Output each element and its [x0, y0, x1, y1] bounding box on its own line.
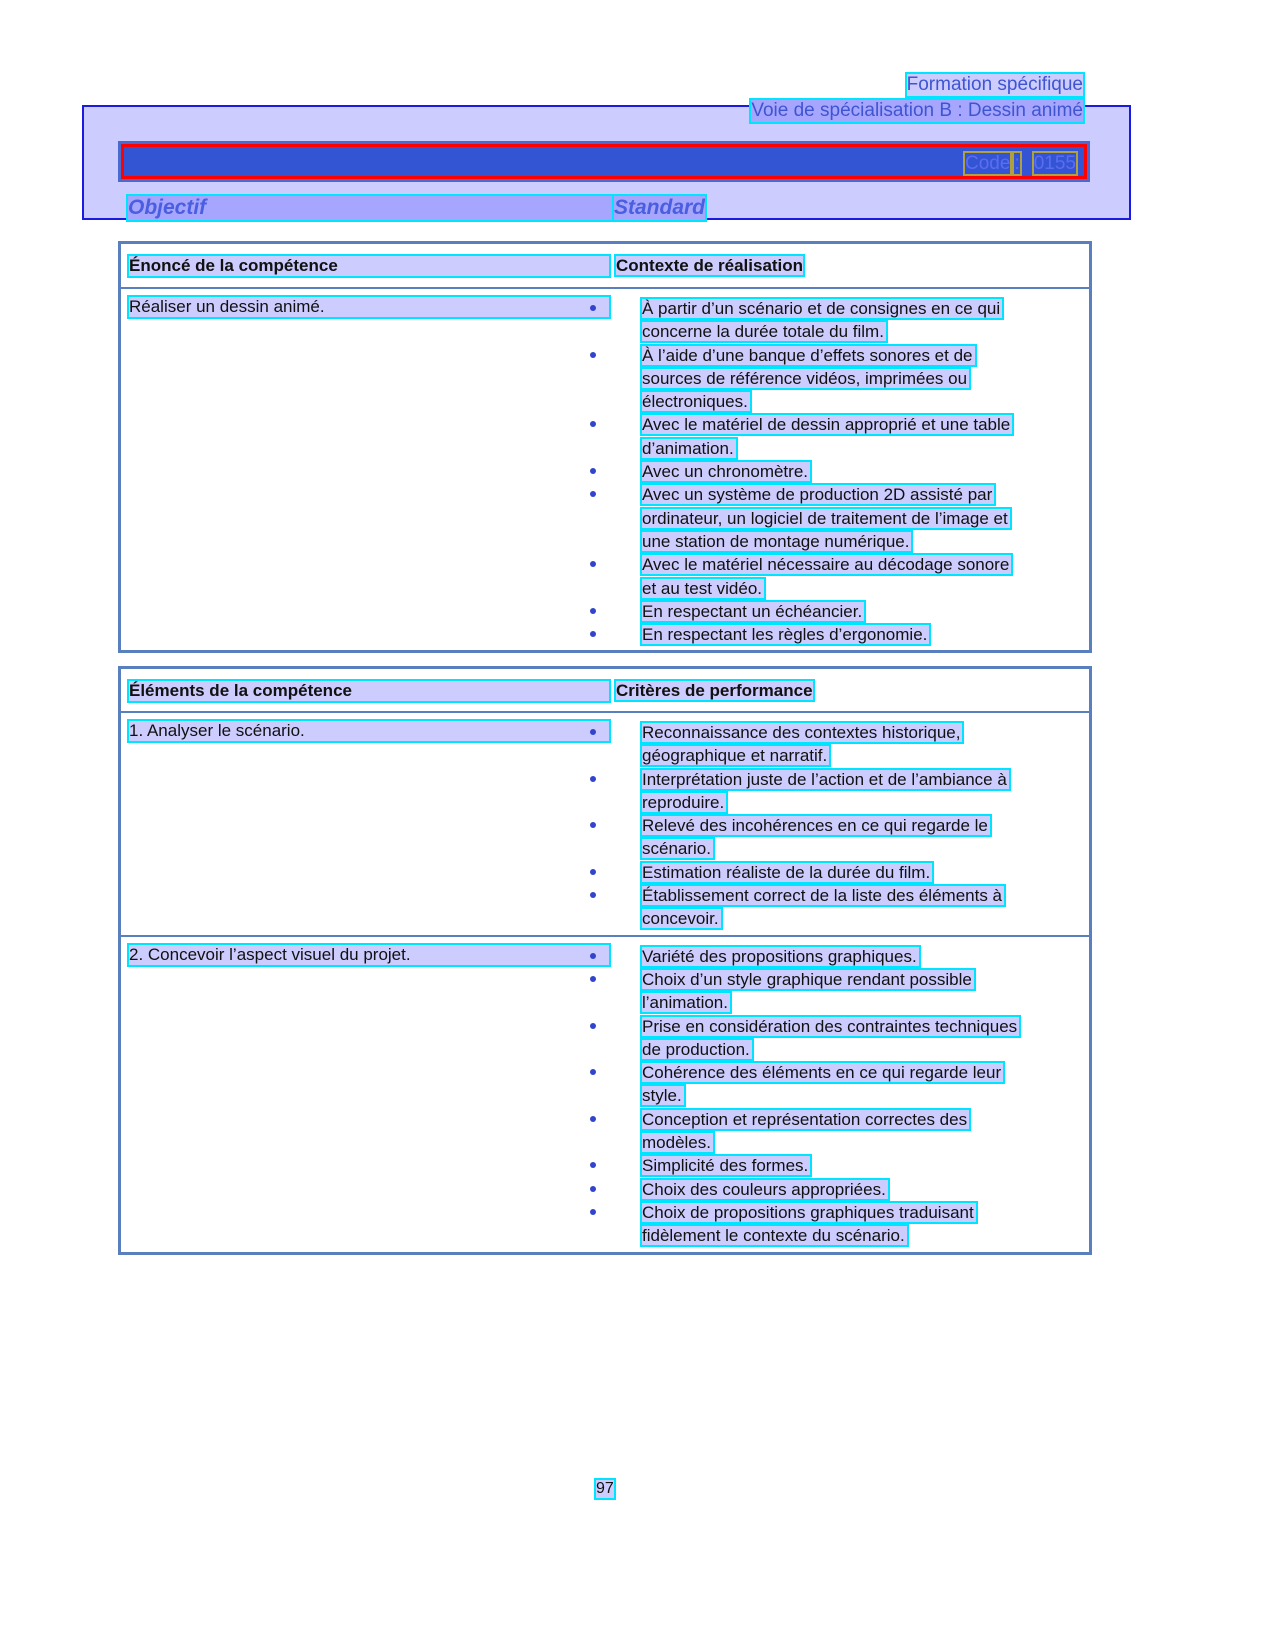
bullet-icon [590, 869, 596, 875]
bullet-text: électroniques. [642, 392, 748, 412]
bullet-icon [590, 1069, 596, 1075]
table-header-row [121, 244, 1089, 287]
bullet-text: une station de montage numérique. [642, 531, 910, 551]
element-text: 1. Analyser le scénario. [129, 721, 609, 741]
table-row [121, 287, 1089, 650]
bullet-text: Estimation réaliste de la durée du film. [642, 862, 931, 882]
bullet-item [616, 460, 1089, 483]
bullet-text: de production. [642, 1039, 750, 1059]
bullet-text: modèles. [642, 1133, 711, 1153]
bullet-icon [590, 822, 596, 828]
bullet-icon [590, 1116, 596, 1122]
bullet-text: Cohérence des éléments en ce qui regarde leur [642, 1063, 1002, 1083]
bullet-text: À partir d’un scénario et de consignes en ce qui [642, 299, 1001, 318]
bullet-item [616, 814, 1089, 861]
code-separator: : [1014, 153, 1020, 174]
bullet-text: style. [642, 1086, 682, 1106]
bullet-text: sources de référence vidéos, imprimées ou [642, 368, 968, 388]
bullet-text: l’animation. [642, 993, 728, 1013]
bullet-item [616, 623, 1089, 646]
bullet-item [616, 553, 1089, 600]
competence-text: Réaliser un dessin animé. [129, 297, 609, 317]
bullet-item [616, 721, 1089, 768]
page-number: 97 [596, 1480, 614, 1497]
bullet-icon [590, 1186, 596, 1192]
specialisation-title: Voie de spécialisation B : Dessin animé [751, 100, 1083, 121]
bullet-text: scénario. [642, 839, 711, 859]
bullet-text: Choix de propositions graphiques traduisant [642, 1202, 974, 1222]
bullet-text: À l’aide d’une banque d’effets sonores et de [642, 345, 973, 365]
bullet-list [616, 945, 1089, 1248]
bullet-text: Avec le matériel nécessaire au décodage sonore [642, 555, 1010, 575]
standard-heading: Standard [614, 196, 706, 219]
bullet-text: Choix d’un style graphique rendant possible [642, 969, 972, 989]
bullet-text: Interprétation juste de l’action et de l’ambiance à [642, 769, 1007, 789]
bullet-item [616, 413, 1089, 460]
bullet-text: Avec un système de production 2D assisté par [642, 485, 993, 505]
code-bar [118, 141, 1090, 182]
element-text: 2. Concevoir l’aspect visuel du projet. [129, 945, 609, 965]
bullet-text: Conception et représentation correctes des [642, 1109, 968, 1129]
bullet-item [616, 945, 1089, 968]
bullet-icon [590, 631, 596, 637]
bullet-icon [590, 953, 596, 959]
bullet-icon [590, 468, 596, 474]
bullet-text: Prise en considération des contraintes techniques [642, 1016, 1018, 1036]
bullet-text: reproduire. [642, 792, 725, 812]
code-label: Code [965, 153, 1011, 174]
objectif-heading: Objectif [128, 196, 614, 220]
bullet-item [616, 1061, 1089, 1108]
bullet-icon [590, 491, 596, 497]
program-title: Formation spécifique [906, 74, 1083, 95]
bullet-text: ordinateur, un logiciel de traitement de l’image et [642, 508, 1008, 528]
bullet-item [616, 768, 1089, 815]
table-row [121, 935, 1089, 1252]
bullet-icon [590, 608, 596, 614]
bullet-text: Variété des propositions graphiques. [642, 946, 917, 966]
bullet-item [616, 968, 1089, 1015]
bullet-icon [590, 776, 596, 782]
bullet-item [616, 884, 1089, 931]
bullet-item [616, 600, 1089, 623]
bullet-text: Choix des couleurs appropriées. [642, 1179, 886, 1199]
bullet-text: géographique et narratif. [642, 746, 828, 766]
bullet-text: d’animation. [642, 438, 734, 458]
bullet-item [616, 483, 1089, 553]
bullet-item [616, 297, 1089, 344]
code-label-group [961, 153, 1076, 175]
bullet-list [616, 721, 1089, 931]
bullet-icon [590, 1162, 596, 1168]
bullet-text: Relevé des incohérences en ce qui regarde le [642, 816, 988, 836]
column-header: Énoncé de la compétence [129, 256, 609, 276]
table-row [121, 711, 1089, 935]
table-header-row [121, 669, 1089, 711]
bullet-text: Reconnaissance des contextes historique, [642, 723, 961, 742]
bullet-text: Simplicité des formes. [642, 1156, 809, 1176]
bullet-text: concevoir. [642, 909, 719, 929]
column-header: Critères de performance [616, 681, 813, 700]
code-value: 0155 [1033, 153, 1076, 174]
bullet-item [616, 1108, 1089, 1155]
bullet-text: concerne la durée totale du film. [642, 322, 884, 342]
bullet-icon [590, 561, 596, 567]
elements-table [118, 666, 1092, 1255]
bullet-icon [590, 305, 596, 311]
competence-table [118, 241, 1092, 653]
bullet-icon [590, 421, 596, 427]
bullet-text: fidèlement le contexte du scénario. [642, 1226, 905, 1246]
bullet-item [616, 1178, 1089, 1201]
bullet-item [616, 861, 1089, 884]
bullet-text: En respectant les règles d’ergonomie. [642, 625, 928, 645]
bullet-item [616, 1154, 1089, 1177]
bullet-text: En respectant un échéancier. [642, 601, 863, 621]
bullet-icon [590, 892, 596, 898]
bullet-text: Avec le matériel de dessin approprié et une table [642, 415, 1011, 435]
bullet-text: et au test vidéo. [642, 578, 763, 598]
bullet-icon [590, 1209, 596, 1215]
bullet-icon [590, 729, 596, 735]
column-header: Éléments de la compétence [129, 681, 609, 701]
bullet-text: Établissement correct de la liste des éléments à [642, 886, 1003, 906]
bullet-item [616, 1015, 1089, 1062]
bullet-icon [590, 976, 596, 982]
bullet-item [616, 344, 1089, 414]
column-header: Contexte de réalisation [616, 256, 804, 275]
bullet-list [616, 297, 1089, 646]
bullet-icon [590, 1023, 596, 1029]
bullet-icon [590, 352, 596, 358]
bullet-text: Avec un chronomètre. [642, 462, 808, 482]
bullet-item [616, 1201, 1089, 1248]
